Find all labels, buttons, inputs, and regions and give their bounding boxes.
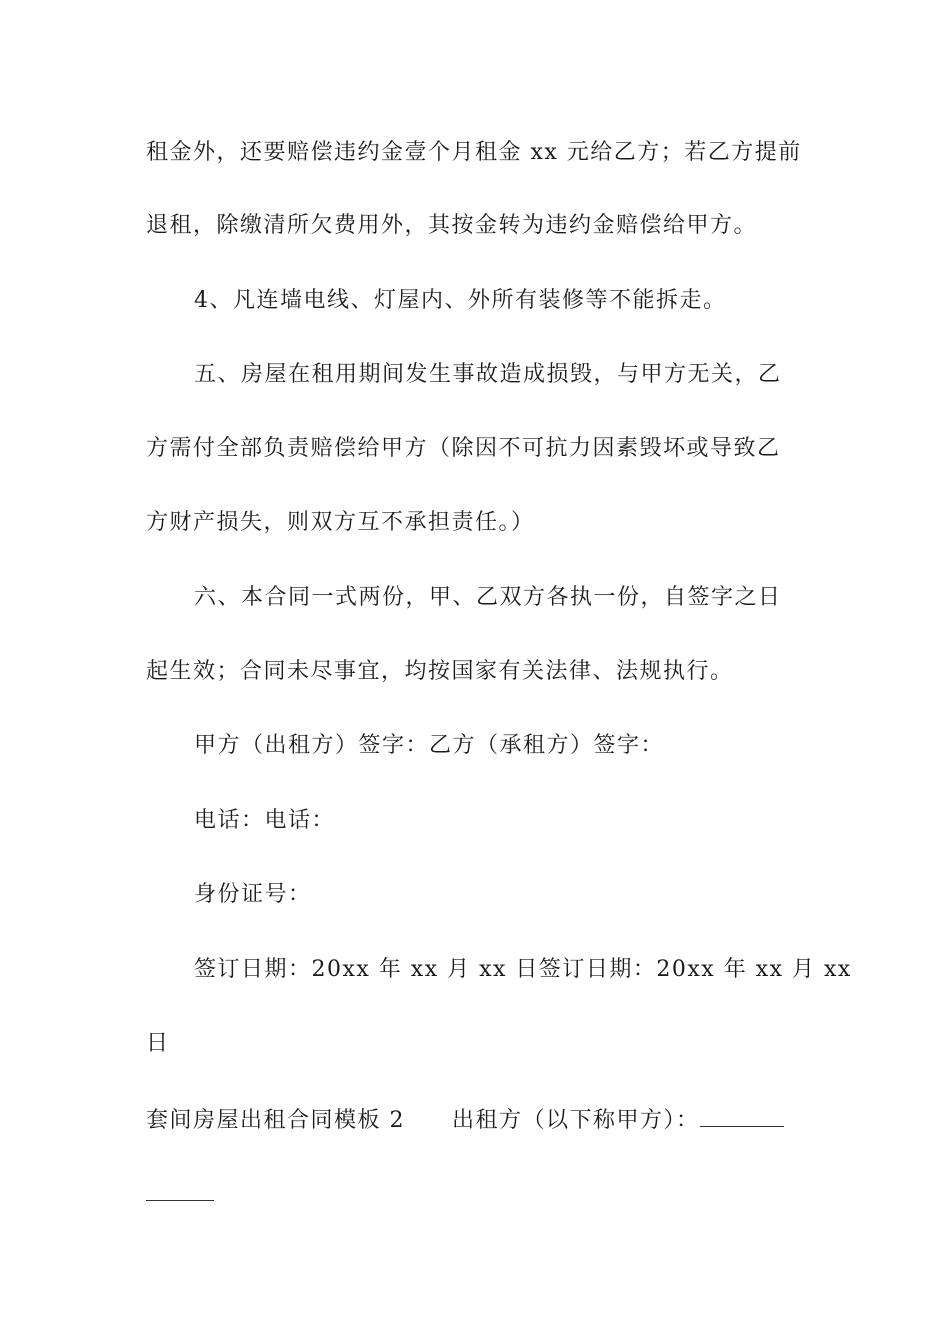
phone-line: 电话：电话： [194, 808, 336, 833]
clause-6-line-2: 起生效；合同未尽事宜，均按国家有关法律、法规执行。 [146, 659, 734, 684]
id-number-line: 身份证号： [194, 882, 312, 907]
contract-2-heading-text: 套间房屋出租合同模板 2 出租方（以下称甲方）： [146, 1108, 700, 1133]
clause-5-line-2: 方需付全部负责赔偿给甲方（除因不可抗力因素毁坏或导致乙 [146, 436, 781, 461]
paragraph-line-1: 租金外，还要赔偿违约金壹个月租金 xx 元给乙方；若乙方提前 [146, 140, 802, 165]
clause-5-line-3: 方财产损失，则双方互不承担责任。） [146, 510, 535, 535]
lessor-blank-line [700, 1104, 784, 1127]
sign-date-line: 签订日期：20xx 年 xx 月 xx 日签订日期：20xx 年 xx 月 xx [194, 957, 852, 982]
signature-line: 甲方（出租方）签字：乙方（承租方）签字： [194, 733, 665, 758]
paragraph-line-2: 退租，除缴清所欠费用外，其按金转为违约金赔偿给甲方。 [146, 213, 758, 238]
clause-5-line-1: 五、房屋在租用期间发生事故造成损毁，与甲方无关，乙 [194, 362, 782, 387]
lessor-blank-continuation [146, 1178, 816, 1210]
clause-4-line: 4、凡连墙电线、灯屋内、外所有装修等不能拆走。 [194, 288, 727, 313]
clause-6-line-1: 六、本合同一式两份，甲、乙双方各执一份，自签字之日 [194, 585, 782, 610]
lessor-blank-line-2 [146, 1178, 214, 1201]
sign-date-line-wrap: 日 [146, 1031, 170, 1056]
contract-2-heading-line [146, 1104, 816, 1136]
